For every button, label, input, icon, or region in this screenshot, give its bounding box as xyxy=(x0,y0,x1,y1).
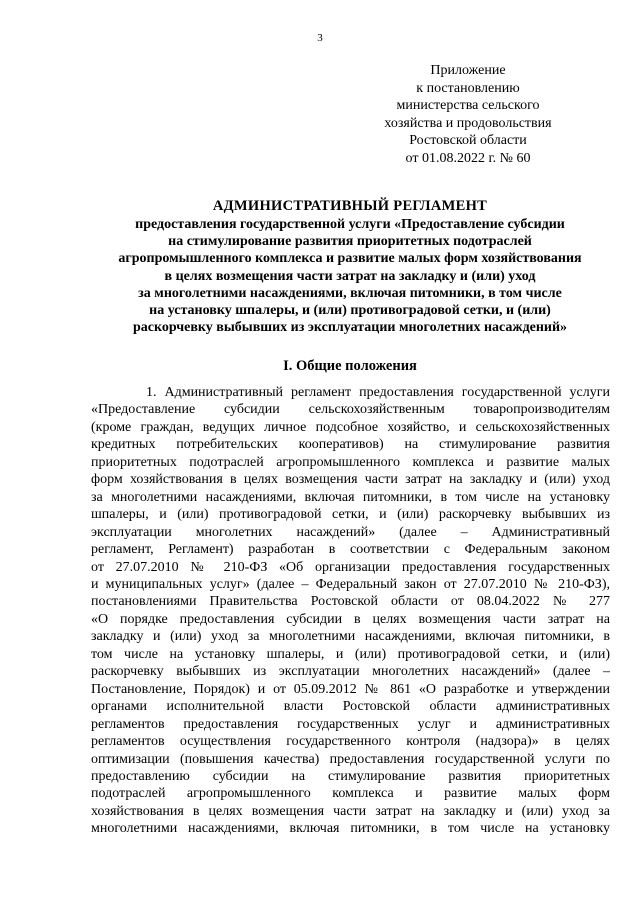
body-line: раскорчевку выбывших из эксплуатации многолетних насаждений» (далее – xyxy=(91,664,610,680)
body-line: подотраслей агропромышленного комплекса и развитие малых форм xyxy=(91,786,610,802)
subtitle-line: предоставления государственной услуги «Предоставление субсидии xyxy=(135,217,565,232)
body-line: 1. Административный регламент предоставления государственной услуги xyxy=(146,385,610,400)
body-line: за многолетними насаждениями, включая питомники, в том числе на установку xyxy=(91,489,610,505)
body-line: постановлениями Правительства Ростовской области от 08.04.2022 № 277 xyxy=(91,594,610,610)
body-line: предоставлению субсидии на стимулирование развития приоритетных xyxy=(91,768,610,784)
body-line: от 27.07.2010 № 210-ФЗ «Об организации предоставления государственных xyxy=(91,559,610,575)
appendix-line: к постановлению xyxy=(416,80,520,96)
subtitle-line: за многолетними насаждениями, включая питомники, в том числе xyxy=(138,285,562,301)
page-number: 3 xyxy=(317,32,323,44)
subtitle-line: раскорчевку выбывших из эксплуатации многолетних насаждений» xyxy=(132,320,568,336)
body-line: том числе на установку шпалеры, и (или) противоградовой сетки, и (или) xyxy=(91,646,610,662)
appendix-line: хозяйства и продовольствия xyxy=(384,115,552,131)
body-line: «Предоставление субсидии сельскохозяйственным товаропроизводителям xyxy=(91,402,610,418)
body-line: (кроме граждан, ведущих личное подсобное хозяйство, и сельскохозяйственных xyxy=(91,419,610,435)
body-line: органами исполнительной власти Ростовской области административных xyxy=(91,699,610,715)
body-line: и муниципальных услуг» (далее – Федеральный закон от 27.07.2010 № 210-ФЗ), xyxy=(91,576,610,592)
body-line: шпалеры, и (или) противоградовой сетки, и (или) раскорчевку выбывших из xyxy=(91,507,610,523)
document-subtitle xyxy=(0,216,640,336)
subtitle-line: агропромышленного комплекса и развитие малых форм хозяйствования xyxy=(118,251,582,267)
appendix-line: Ростовской области xyxy=(409,133,527,148)
body-line: регламентов предоставления государственных услуг и административных xyxy=(91,716,610,732)
subtitle-line: на стимулирование развития приоритетных подотраслей xyxy=(168,234,532,250)
body-line: «О порядке предоставления субсидии в целях возмещения части затрат на xyxy=(91,611,610,627)
body-line: приоритетных подотраслей агропромышленного комплекса и развитие малых xyxy=(91,454,610,470)
body-line: многолетними насаждениями, включая питомники, в том числе на установку xyxy=(91,821,610,837)
appendix-line: Приложение xyxy=(430,63,506,78)
body-line: эксплуатации многолетних насаждений» (далее – Административный xyxy=(91,524,610,540)
subtitle-line: в целях возмещения части затрат на закладку и (или) уход xyxy=(164,268,536,284)
appendix-block xyxy=(368,62,568,167)
body-line: хозяйствования в целях возмещения части затрат на закладку и (или) уход за xyxy=(91,803,610,819)
section-heading: I. Общие положения xyxy=(283,358,417,374)
body-paragraph xyxy=(91,384,610,838)
document-title: АДМИНИСТРАТИВНЫЙ РЕГЛАМЕНТ xyxy=(212,198,488,214)
appendix-line: министерства сельского xyxy=(396,98,540,113)
body-line: регламентов осуществления государственного контроля (надзора)» в целях xyxy=(91,734,610,750)
body-line: закладку и (или) уход за многолетними насаждениями, включая питомники, в xyxy=(91,629,610,645)
appendix-line: от 01.08.2022 г. № 60 xyxy=(405,150,531,166)
body-line: Постановление, Порядок) и от 05.09.2012 № 861 «О разработке и утверждении xyxy=(91,681,610,697)
body-line: регламент, Регламент) разработан в соответствии с Федеральным законом xyxy=(91,542,610,558)
body-line: кредитных потребительских кооперативов) на стимулирование развития xyxy=(91,437,610,453)
body-line: форм хозяйствования в целях возмещения части затрат на закладку и (или) уход xyxy=(91,472,610,488)
subtitle-line: на установку шпалеры, и (или) противоградовой сетки, и (или) xyxy=(149,303,551,319)
body-line: оптимизации (повышения качества) предоставления государственной услуги по xyxy=(91,751,610,767)
